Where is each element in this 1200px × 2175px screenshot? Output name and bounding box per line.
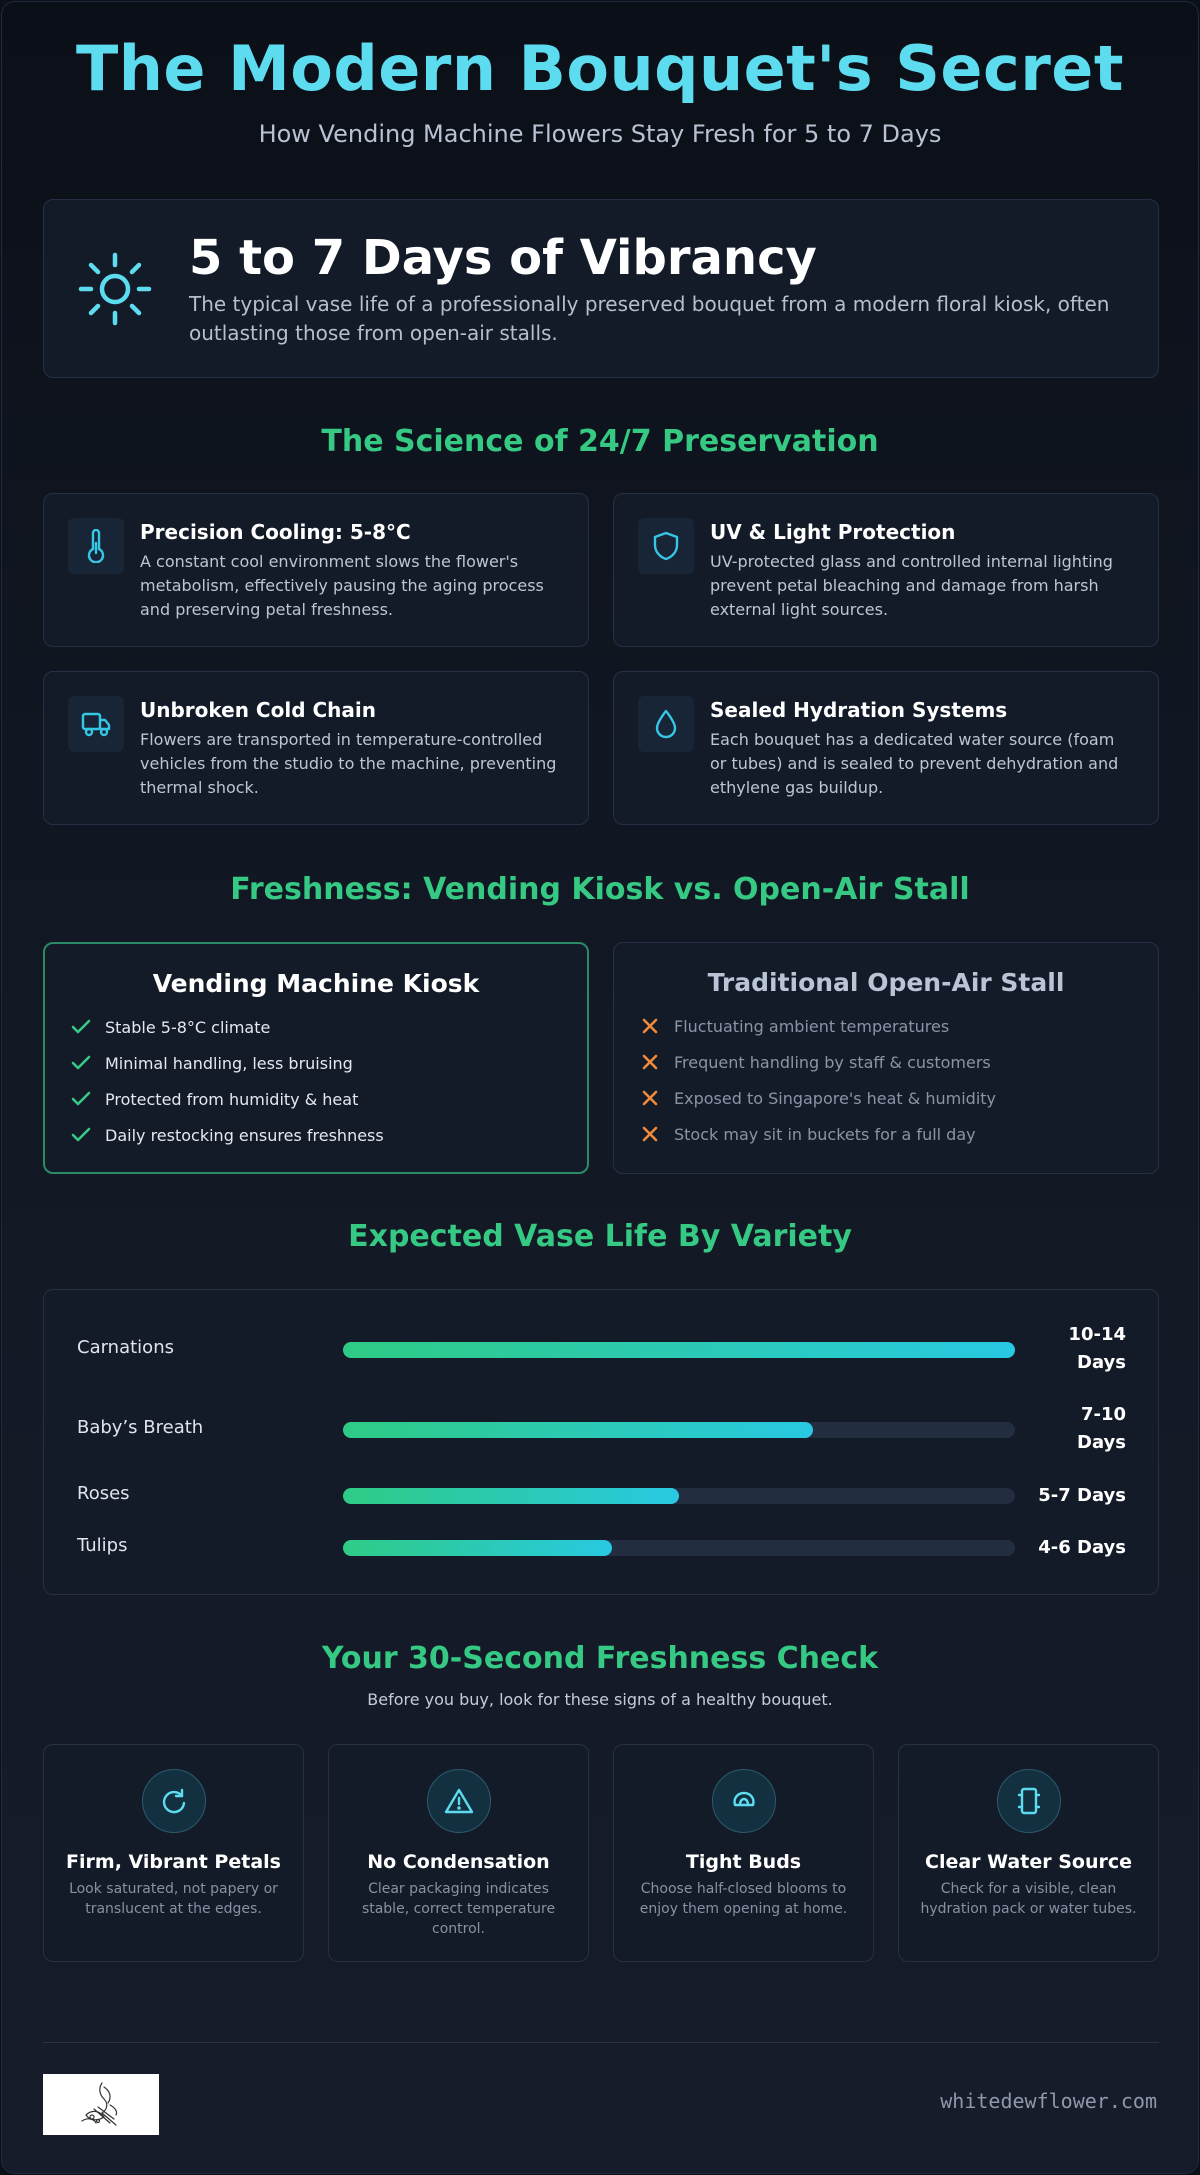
bar-fill: [343, 1488, 679, 1504]
check-icon: [71, 1089, 91, 1109]
feature-text: A constant cool environment slows the flower's metabolism, effectively pausing the aging process and preserving petal freshness.: [140, 552, 544, 619]
bar-fill: [343, 1422, 813, 1438]
stall-drawback-item: Frequent handling by staff & customers: [640, 1052, 991, 1072]
bar-label-babys-breath: Baby’s Breath: [77, 1417, 204, 1438]
check-title: Clear Water Source: [925, 1851, 1132, 1873]
check-icon: [71, 1053, 91, 1073]
footer-divider: [43, 2042, 1159, 2043]
bar-value: 10-14 Days: [1068, 1324, 1126, 1373]
science-section-title: The Science of 24/7 Preservation: [321, 424, 879, 459]
brand-logo[interactable]: [43, 2074, 159, 2135]
bar-label-roses: Roses: [77, 1483, 130, 1504]
kiosk-benefit-item: Protected from humidity & heat: [71, 1089, 358, 1109]
check-icon: [71, 1017, 91, 1037]
check-card-petals: [43, 1744, 304, 1962]
bar-track: [343, 1540, 1015, 1556]
bar-fill: [343, 1342, 1015, 1358]
bar-track: [343, 1488, 1015, 1504]
kiosk-benefit-item: Minimal handling, less bruising: [71, 1053, 353, 1073]
bar-value: 5-7 Days: [1038, 1485, 1126, 1506]
sun-icon: [78, 252, 152, 326]
bar-value: 4-6 Days: [1038, 1537, 1126, 1558]
feature-card-cold-chain: [43, 671, 589, 825]
feature-title: UV & Light Protection: [710, 520, 956, 544]
thermometer-icon: [68, 518, 124, 574]
check-title: Firm, Vibrant Petals: [66, 1851, 281, 1873]
stall-drawback-item: Fluctuating ambient temperatures: [640, 1016, 949, 1036]
truck-icon: [68, 696, 124, 752]
infographic-page: [1, 1, 1199, 2174]
stall-drawback-item: Stock may sit in buckets for a full day: [640, 1124, 976, 1144]
water-tube-icon: [997, 1769, 1061, 1833]
hero-text: The typical vase life of a professionally preserved bouquet from a modern floral kiosk, often outlasting those from open-air stalls.: [189, 292, 1110, 345]
feature-card-uv: [613, 493, 1159, 647]
check-card-buds: [613, 1744, 874, 1962]
feature-title: Unbroken Cold Chain: [140, 698, 376, 722]
bar-fill: [343, 1540, 612, 1556]
feature-text: Each bouquet has a dedicated water source (foam or tubes) and is sealed to prevent dehydration and ethylene gas buildup.: [710, 730, 1119, 797]
check-card-water: [898, 1744, 1159, 1962]
cross-icon: [640, 1124, 660, 1144]
hero-card: [43, 199, 1159, 378]
stall-drawback-item: Exposed to Singapore's heat & humidity: [640, 1088, 996, 1108]
feature-card-hydration: [613, 671, 1159, 825]
feature-card-cooling: [43, 493, 589, 647]
check-text: Check for a visible, clean hydration pack or water tubes.: [920, 1881, 1137, 1917]
bar-label-carnations: Carnations: [77, 1337, 174, 1358]
freshness-check-subtitle: Before you buy, look for these signs of a healthy bouquet.: [367, 1690, 833, 1709]
kiosk-benefit-item: Daily restocking ensures freshness: [71, 1125, 384, 1145]
bud-icon: [712, 1769, 776, 1833]
droplet-icon: [638, 696, 694, 752]
bar-label-tulips: Tulips: [77, 1535, 128, 1556]
kiosk-benefit-item: Stable 5-8°C climate: [71, 1017, 270, 1037]
cross-icon: [640, 1016, 660, 1036]
vase-life-card: [43, 1289, 1159, 1595]
bar-track: [343, 1422, 1015, 1438]
check-title: No Condensation: [367, 1851, 550, 1873]
vase-life-section-title: Expected Vase Life By Variety: [348, 1219, 852, 1254]
stall-comparison-card: [613, 942, 1159, 1174]
feature-title: Sealed Hydration Systems: [710, 698, 1008, 722]
footer-url[interactable]: whitedewflower.com: [940, 2089, 1157, 2113]
cross-icon: [640, 1052, 660, 1072]
refresh-icon: [142, 1769, 206, 1833]
warning-icon: [427, 1769, 491, 1833]
page-subtitle: How Vending Machine Flowers Stay Fresh for 5 to 7 Days: [258, 120, 942, 148]
kiosk-card-title: Vending Machine Kiosk: [152, 969, 480, 998]
check-card-condensation: [328, 1744, 589, 1962]
check-title: Tight Buds: [685, 1851, 802, 1873]
bar-value: 7-10 Days: [1077, 1404, 1126, 1453]
feature-text: UV-protected glass and controlled internal lighting prevent petal bleaching and damage from harsh external light sources.: [710, 552, 1113, 619]
shield-icon: [638, 518, 694, 574]
check-icon: [71, 1125, 91, 1145]
kiosk-comparison-card: [43, 942, 589, 1174]
stall-card-title: Traditional Open-Air Stall: [707, 968, 1065, 997]
bar-track: [343, 1342, 1015, 1358]
feature-title: Precision Cooling: 5-8°C: [140, 520, 411, 544]
comparison-section-title: Freshness: Vending Kiosk vs. Open-Air Stall: [230, 872, 970, 907]
check-text: Clear packaging indicates stable, correct temperature control.: [361, 1881, 556, 1937]
check-text: Choose half-closed blooms to enjoy them opening at home.: [639, 1881, 848, 1917]
hero-title: 5 to 7 Days of Vibrancy: [189, 230, 817, 286]
feature-text: Flowers are transported in temperature-controlled vehicles from the studio to the machine, preventing thermal shock.: [140, 730, 557, 797]
cross-icon: [640, 1088, 660, 1108]
page-title: The Modern Bouquet's Secret: [76, 32, 1124, 105]
freshness-check-title: Your 30-Second Freshness Check: [321, 1641, 879, 1676]
check-text: Look saturated, not papery or translucent at the edges.: [69, 1881, 278, 1917]
